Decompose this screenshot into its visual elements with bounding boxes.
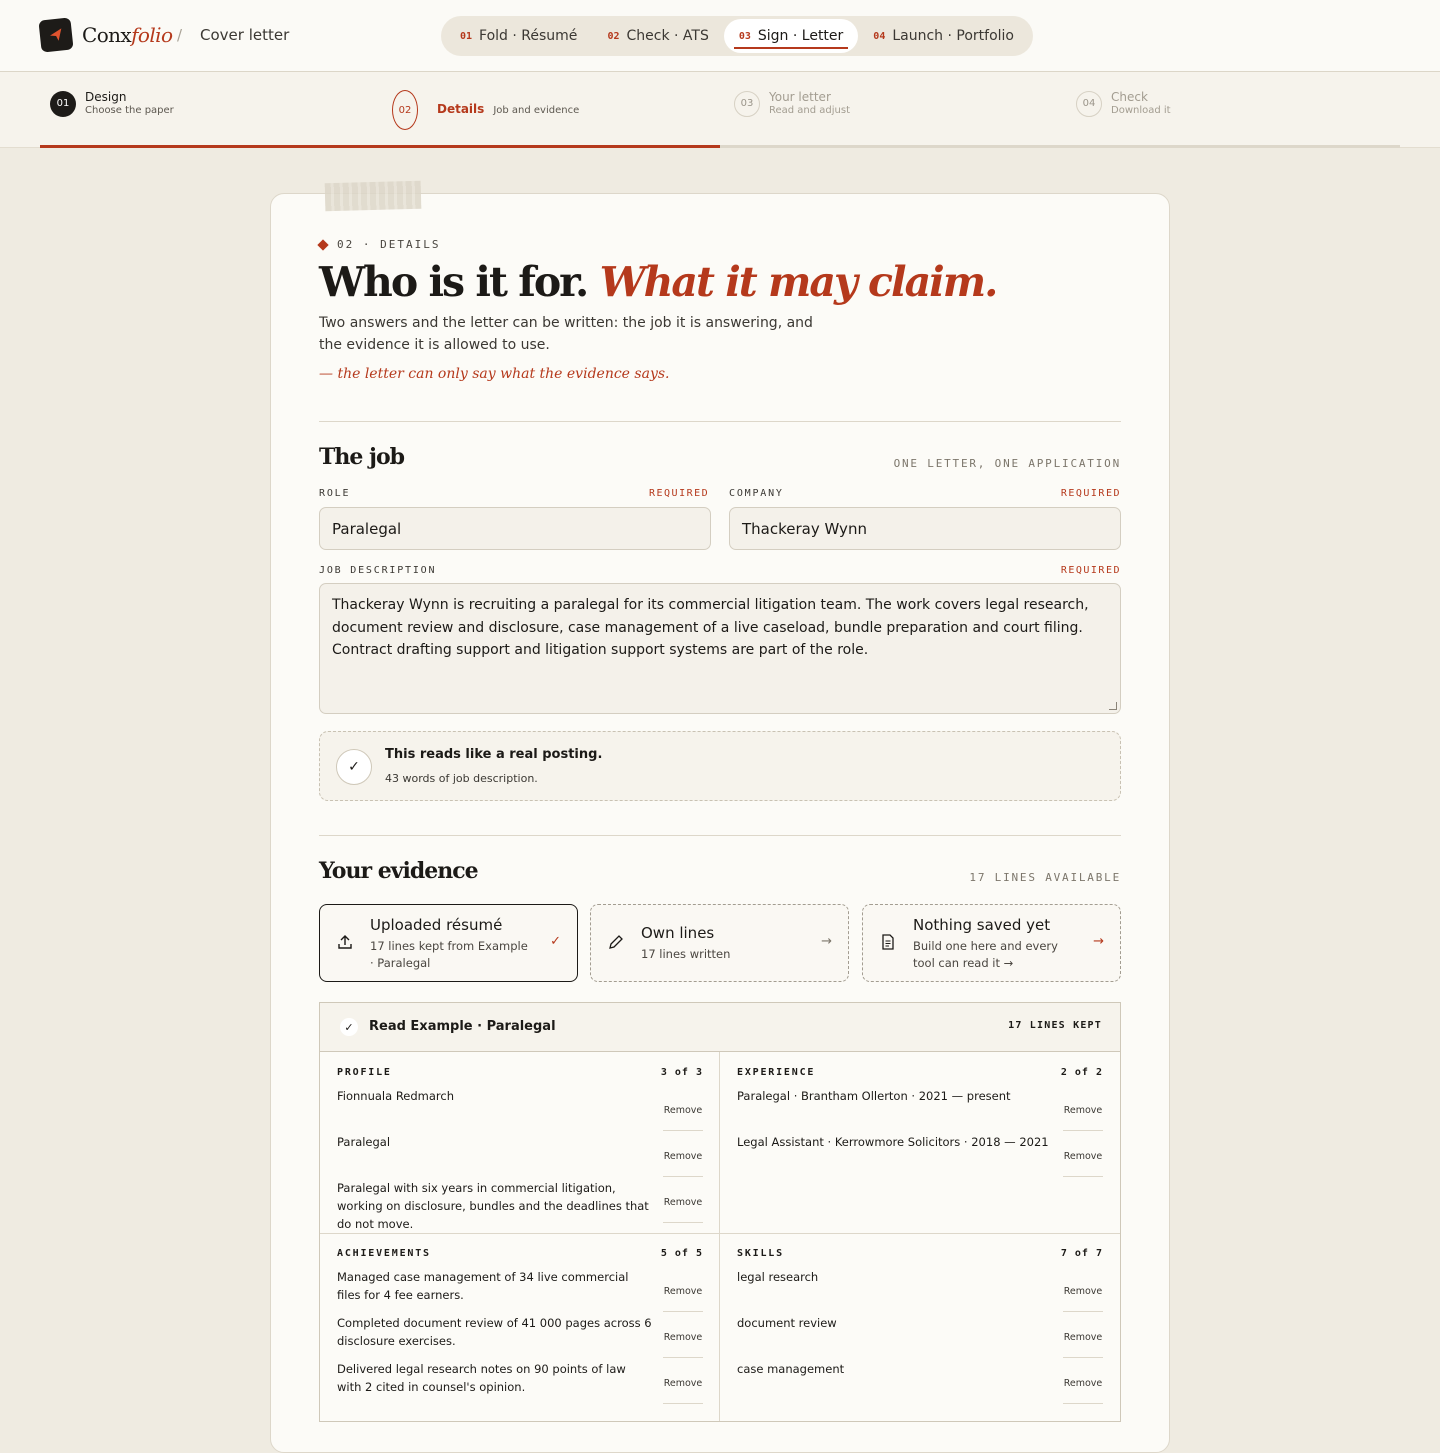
lines-kept-count: 17 LINES KEPT	[1008, 1020, 1102, 1031]
tape-decoration	[325, 181, 422, 212]
evidence-line	[337, 1131, 703, 1177]
evidence-line	[337, 1312, 703, 1358]
page-title-plain: Who is it for.	[319, 258, 588, 306]
source-title: Nothing saved yet	[913, 916, 1051, 934]
breadcrumb-separator: /	[177, 26, 183, 44]
page-title	[319, 258, 996, 306]
job-description-label: JOB DESCRIPTION	[319, 565, 437, 576]
evidence-line	[337, 1266, 703, 1312]
upload-icon	[336, 933, 354, 951]
remove-line-button[interactable]: Remove	[663, 1137, 703, 1177]
step-details[interactable]	[392, 90, 579, 130]
resize-handle-icon[interactable]	[1109, 702, 1117, 710]
source-subtitle: 17 lines kept from Example · Paralegal	[370, 939, 528, 970]
step-design[interactable]	[50, 90, 174, 118]
group-header	[337, 1063, 703, 1085]
group-achievements	[337, 1244, 703, 1404]
evidence-panel-header	[320, 1003, 1120, 1052]
source-title: Own lines	[641, 924, 715, 942]
remove-line-button[interactable]: Remove	[1063, 1272, 1103, 1312]
app-tab-letter[interactable]	[724, 19, 858, 53]
evidence-line-text: Paralegal	[337, 1135, 391, 1149]
diamond-icon	[317, 239, 328, 250]
remove-line-button[interactable]: Remove	[1063, 1364, 1103, 1404]
remove-line-button[interactable]: Remove	[663, 1318, 703, 1358]
source-own-lines[interactable]	[590, 904, 849, 982]
step-number: 04	[1076, 91, 1102, 117]
company-label: COMPANY	[729, 488, 784, 499]
pencil-icon	[607, 933, 625, 951]
job-description-textarea[interactable]	[319, 583, 1121, 714]
evidence-line	[337, 1177, 703, 1231]
role-label: ROLE	[319, 488, 351, 499]
group-name: SKILLS	[737, 1248, 784, 1259]
progress-fill	[40, 145, 720, 148]
row-divider	[320, 1233, 1120, 1234]
arrow-right-icon: →	[821, 934, 832, 949]
breadcrumb-current: Cover letter	[200, 26, 290, 44]
step-number: 02	[392, 90, 418, 130]
step-title: Details	[437, 102, 485, 117]
evidence-line-text: Delivered legal research notes on 90 points of law with 2 cited in counsel's opinion.	[337, 1362, 626, 1394]
group-header	[737, 1244, 1103, 1266]
app-tab-label: Launch · Portfolio	[892, 28, 1014, 44]
arrow-right-icon: →	[1093, 934, 1104, 949]
group-name: ACHIEVEMENTS	[337, 1248, 431, 1259]
paper-plane-logo-icon	[38, 17, 73, 52]
evidence-panel-title: Read Example · Paralegal	[369, 1019, 556, 1034]
step-number: 01	[50, 91, 76, 117]
group-name: EXPERIENCE	[737, 1067, 816, 1078]
evidence-line-text: case management	[737, 1362, 845, 1376]
brand-name	[82, 23, 172, 47]
page-title-accent: What it may claim.	[599, 258, 997, 306]
evidence-line	[737, 1085, 1103, 1131]
group-header	[337, 1244, 703, 1266]
wizard-stepper	[0, 72, 1440, 148]
evidence-line	[737, 1358, 1103, 1404]
group-count: 7 of 7	[1060, 1248, 1103, 1259]
section-eyebrow	[319, 238, 440, 251]
evidence-line-text: Paralegal with six years in commercial litigation, working on disclosure, bundles and the deadlines that do not move.	[337, 1181, 649, 1231]
evidence-line	[737, 1131, 1103, 1177]
posting-check-title: This reads like a real posting.	[385, 747, 603, 762]
job-section-title: The job	[319, 444, 405, 470]
evidence-line-text: Legal Assistant · Kerrowmore Solicitors · 2018 — 2021	[737, 1135, 1049, 1149]
checkmark-icon: ✓	[340, 1018, 358, 1036]
evidence-line-text: Paralegal · Brantham Ollerton · 2021 — present	[737, 1089, 1011, 1103]
group-skills	[737, 1244, 1103, 1404]
divider	[319, 835, 1121, 836]
evidence-section-title: Your evidence	[319, 858, 478, 884]
group-count: 5 of 5	[660, 1248, 703, 1259]
brand-name-italic: folio	[131, 23, 173, 47]
checkmark-icon: ✓	[336, 749, 372, 785]
evidence-line	[337, 1085, 703, 1131]
remove-line-button[interactable]: Remove	[1063, 1137, 1103, 1177]
remove-line-button[interactable]: Remove	[663, 1183, 703, 1223]
app-tab-portfolio[interactable]	[858, 19, 1029, 53]
step-your-letter[interactable]	[734, 90, 850, 118]
eyebrow-text: 02 · DETAILS	[337, 238, 441, 251]
source-title: Uploaded résumé	[370, 916, 503, 934]
brand-name-plain: Conx	[82, 23, 132, 47]
details-card	[270, 193, 1170, 1453]
posting-check-subtitle: 43 words of job description.	[385, 772, 538, 785]
divider	[319, 421, 1121, 422]
intro-text: Two answers and the letter can be written: the job it is answering, and the evidence it is allowed to use.	[319, 315, 813, 353]
top-bar	[0, 0, 1440, 72]
app-tab-resume[interactable]	[445, 19, 592, 53]
company-input[interactable]: Thackeray Wynn	[729, 507, 1121, 550]
app-tab-label: Fold · Résumé	[479, 28, 578, 44]
group-experience	[737, 1063, 1103, 1177]
evidence-section-meta: 17 LINES AVAILABLE	[969, 871, 1121, 884]
source-nothing-saved[interactable]	[862, 904, 1121, 982]
app-switcher	[441, 16, 1033, 56]
selected-check-icon: ✓	[550, 934, 561, 949]
step-check[interactable]	[1076, 90, 1171, 118]
app-tab-number: 03	[738, 30, 751, 42]
document-icon	[879, 933, 897, 951]
job-description-text: Thackeray Wynn is recruiting a paralegal for its commercial litigation team. The work covers legal research, document review and disclosure, case management of a live caseload, bundle preparation and court filing. Contract drafting support and litigation support systems are part of the role.	[332, 597, 1089, 658]
step-subtitle: Read and adjust	[769, 105, 851, 116]
remove-line-button[interactable]: Remove	[1063, 1318, 1103, 1358]
source-subtitle: 17 lines written	[641, 947, 731, 961]
remove-line-button[interactable]: Remove	[663, 1272, 703, 1312]
app-tab-label: Check · ATS	[626, 28, 709, 44]
step-title: Your letter	[769, 90, 831, 104]
remove-line-button[interactable]: Remove	[663, 1091, 703, 1131]
group-profile	[337, 1063, 703, 1231]
group-count: 3 of 3	[660, 1067, 703, 1078]
evidence-line-text: Managed case management of 34 live commercial files for 4 fee earners.	[337, 1270, 629, 1302]
group-header	[737, 1063, 1103, 1085]
step-number: 03	[734, 91, 760, 117]
job-description-required-badge: REQUIRED	[1060, 565, 1121, 576]
evidence-line-text: legal research	[737, 1270, 819, 1284]
app-tab-number: 04	[873, 30, 886, 42]
posting-check-notice	[319, 731, 1121, 801]
evidence-line-text: Completed document review of 41 000 pages across 6 disclosure exercises.	[337, 1316, 652, 1348]
step-title: Design	[85, 90, 127, 104]
app-tab-number: 02	[607, 30, 620, 42]
evidence-line-text: Fionnuala Redmarch	[337, 1089, 455, 1103]
remove-line-button[interactable]: Remove	[663, 1364, 703, 1404]
app-tab-number: 01	[460, 30, 473, 42]
role-input[interactable]: Paralegal	[319, 507, 711, 550]
progress-bar	[40, 145, 1400, 148]
app-tab-label: Sign · Letter	[757, 28, 844, 44]
company-required-badge: REQUIRED	[1060, 488, 1121, 499]
source-subtitle: Build one here and every tool can read it →	[913, 939, 1058, 970]
evidence-line	[737, 1266, 1103, 1312]
evidence-line	[337, 1358, 703, 1404]
remove-line-button[interactable]: Remove	[1063, 1091, 1103, 1131]
role-required-badge: REQUIRED	[649, 488, 710, 499]
group-count: 2 of 2	[1060, 1067, 1103, 1078]
step-subtitle: Choose the paper	[85, 105, 174, 116]
handwritten-note: — the letter can only say what the evidence says.	[319, 366, 670, 382]
brand[interactable]	[40, 19, 172, 51]
step-subtitle: Download it	[1111, 105, 1171, 116]
app-tab-ats[interactable]	[592, 19, 723, 53]
source-uploaded-resume[interactable]	[319, 904, 578, 982]
step-subtitle: Job and evidence	[493, 105, 580, 117]
evidence-line-text: document review	[737, 1316, 837, 1330]
group-name: PROFILE	[337, 1067, 392, 1078]
evidence-panel	[319, 1002, 1121, 1422]
job-section-meta: ONE LETTER, ONE APPLICATION	[893, 457, 1121, 470]
column-divider	[719, 1052, 720, 1421]
evidence-line	[737, 1312, 1103, 1358]
step-title: Check	[1111, 90, 1148, 104]
